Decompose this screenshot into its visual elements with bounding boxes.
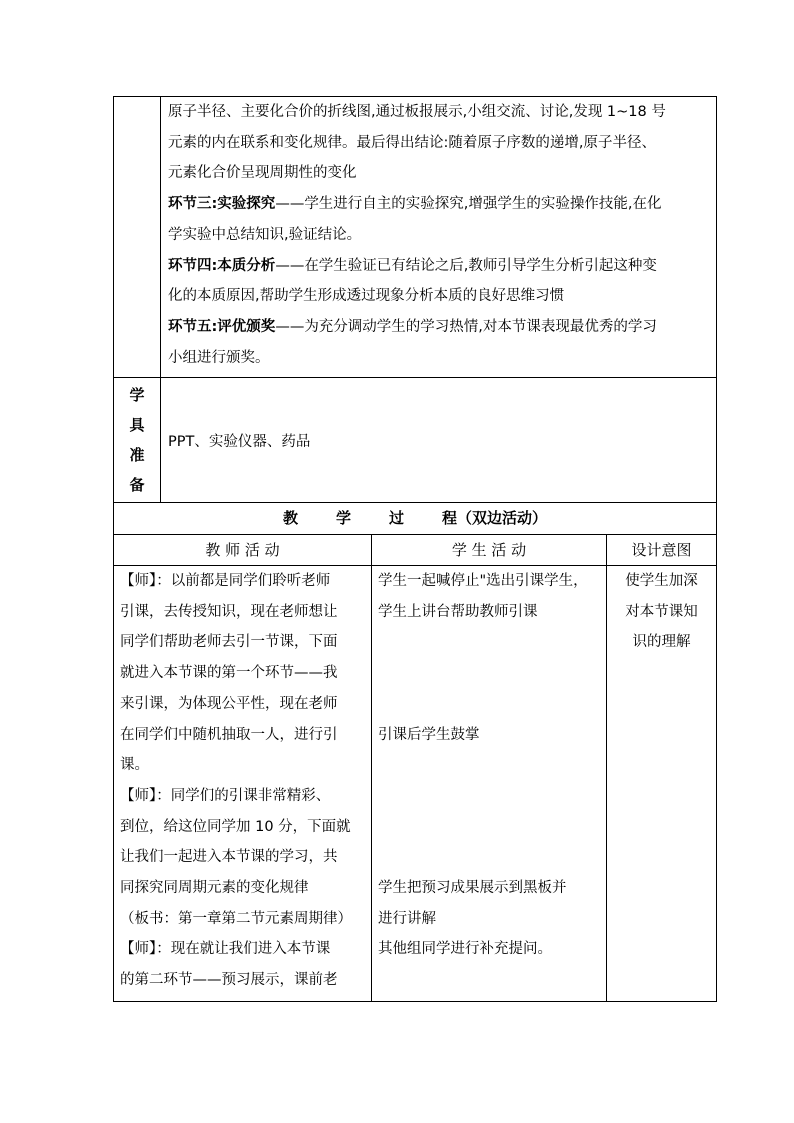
step4-text-2: 化的本质原因,帮助学生形成透过现象分析本质的良好思维习惯 xyxy=(168,288,565,305)
teacher-line: 来引课，为体现公平性，现在老师 xyxy=(120,695,338,712)
student-line: 学生一起喊停止"选出引课学生， xyxy=(378,573,588,589)
process-title-part-4: 程（双边活动） xyxy=(442,509,548,527)
step3-paragraph xyxy=(168,189,712,220)
student-line: 学生把预习成果展示到黑板并 xyxy=(378,880,567,897)
student-line xyxy=(378,842,604,873)
student-line: 学生上讲台帮助教师引课 xyxy=(378,603,538,620)
student-activity-cell xyxy=(372,566,607,1002)
process-title-cell xyxy=(114,503,717,535)
process-title-row xyxy=(114,503,717,535)
intent-line: 识的理解 xyxy=(632,634,691,651)
header-design-intent: 设计意图 xyxy=(607,535,717,566)
student-line: 其他组同学进行补充提问。 xyxy=(378,941,552,958)
teacher-line: 在同学们中随机抽取一人，进行引 xyxy=(120,726,338,743)
process-title-part-1: 教 xyxy=(282,509,298,527)
teacher-line: （板书：第一章第二节元素周期律） xyxy=(120,910,352,927)
student-line xyxy=(378,627,604,658)
step4-paragraph xyxy=(168,251,712,282)
tools-label-char-4: 备 xyxy=(129,476,145,494)
step3-text-2: 学实验中总结知识,验证结论。 xyxy=(168,226,362,243)
tools-label-char-3: 准 xyxy=(129,446,145,464)
design-intent-cell xyxy=(607,566,717,1002)
intent-line: 对本节课知 xyxy=(625,603,698,620)
teacher-line: 引课，去传授知识，现在老师想让 xyxy=(120,603,338,620)
step5-label: 环节五:评优颁奖 xyxy=(168,318,276,335)
student-line: 进行讲解 xyxy=(378,910,436,927)
intent-line: 使学生加深 xyxy=(625,573,698,589)
lesson-plan-sheet xyxy=(113,96,716,1002)
teacher-line: 就进入本节课的第一个环节——我 xyxy=(120,665,338,682)
steps-row xyxy=(114,97,717,378)
tools-label-char-1: 学 xyxy=(129,386,145,404)
process-content-row xyxy=(114,566,717,1002)
student-line xyxy=(378,781,604,812)
tools-content: PPT、实验仪器、药品 xyxy=(168,433,311,450)
step3-text-1: ——学生进行自主的实验探究,增强学生的实验操作技能,在化 xyxy=(275,196,662,213)
student-line xyxy=(378,812,604,843)
intro-line-2: 元素的内在联系和变化规律。最后得出结论:随着原子序数的递增,原子半径、 xyxy=(168,134,656,151)
student-line xyxy=(378,689,604,720)
teacher-line: 同学们帮助老师去引一节课，下面 xyxy=(120,634,338,651)
teacher-line: 让我们一起进入本节课的学习，共 xyxy=(120,849,338,866)
lesson-plan-table xyxy=(113,96,717,1002)
teacher-line: 到位，给这位同学加 10 分，下面就 xyxy=(120,818,351,835)
tools-row xyxy=(114,378,717,503)
student-line xyxy=(378,658,604,689)
process-title-part-2: 学 xyxy=(335,509,351,527)
tools-label-char-2: 具 xyxy=(129,416,145,434)
student-line xyxy=(378,750,604,781)
process-title-part-3: 过 xyxy=(389,509,405,527)
teacher-line: 的第二环节——预习展示，课前老 xyxy=(120,972,338,989)
step5-paragraph xyxy=(168,312,712,343)
step4-label: 环节四:本质分析 xyxy=(168,257,276,274)
header-teacher-activity: 教 师 活 动 xyxy=(114,535,372,566)
teacher-line: 同探究同周期元素的变化规律 xyxy=(120,880,309,897)
steps-content-cell xyxy=(161,97,717,378)
teacher-line: 【师】：以前都是同学们聆听老师 xyxy=(120,573,331,589)
process-header-row xyxy=(114,535,717,566)
tools-label-cell xyxy=(114,378,161,503)
teacher-activity-cell xyxy=(114,566,372,1002)
step4-text-1: ——在学生验证已有结论之后,教师引导学生分析引起这种变 xyxy=(275,257,657,274)
teacher-line: 【师】：同学们的引课非常精彩、 xyxy=(120,787,331,804)
steps-left-cell xyxy=(114,97,161,378)
teacher-line: 课。 xyxy=(120,757,149,774)
header-student-activity: 学 生 活 动 xyxy=(372,535,607,566)
intro-line-3: 元素化合价呈现周期性的变化 xyxy=(168,165,357,182)
step5-text-1: ——为充分调动学生的学习热情,对本节课表现最优秀的学习 xyxy=(275,318,657,335)
step3-label: 环节三:实验探究 xyxy=(168,196,276,213)
step5-text-2: 小组进行颁奖。 xyxy=(168,349,270,366)
teacher-line: 【师】：现在就让我们进入本节课 xyxy=(120,941,331,958)
tools-content-cell xyxy=(161,378,717,503)
intro-line-1: 原子半径、主要化合价的折线图,通过板报展示,小组交流、讨论,发现 1~18 号 xyxy=(168,104,666,120)
student-line: 引课后学生鼓掌 xyxy=(378,726,480,743)
